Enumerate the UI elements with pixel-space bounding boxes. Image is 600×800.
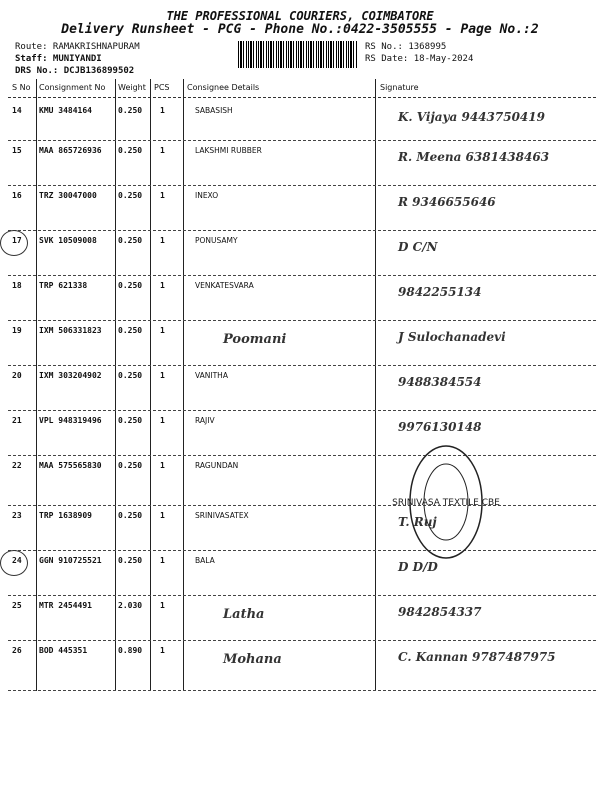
cell-consignment-no: KMU 3484164 xyxy=(39,106,92,115)
col-consignee: Consignee Details xyxy=(187,83,260,92)
cell-sno: 15 xyxy=(12,146,22,155)
cell-weight: 0.250 xyxy=(118,146,143,155)
cell-weight: 0.250 xyxy=(118,326,143,335)
cell-pcs: 1 xyxy=(160,511,165,520)
cell-consignment-no: MAA 865726936 xyxy=(39,146,102,155)
cell-consignment-no: SVK 10509008 xyxy=(39,236,97,245)
circled-serial-mark xyxy=(0,230,28,256)
table-header xyxy=(8,79,596,98)
cell-pcs: 1 xyxy=(160,461,165,470)
cell-consignment-no: TRP 621338 xyxy=(39,281,88,290)
cell-weight: 0.250 xyxy=(118,106,143,115)
company-stamp xyxy=(392,440,500,565)
handwritten-signature: R. Meena 6381438463 xyxy=(398,150,550,164)
handwritten-signature: K. Vijaya 9443750419 xyxy=(398,110,545,124)
cell-pcs: 1 xyxy=(160,371,165,380)
col-weight: Weight xyxy=(118,83,146,92)
handwritten-signature: T. Ruj xyxy=(398,515,437,529)
col-sno: S No xyxy=(12,83,31,92)
cell-weight: 0.890 xyxy=(118,646,143,655)
table-row xyxy=(8,505,596,551)
table-row xyxy=(8,320,596,366)
route-label: Route: RAMAKRISHNAPURAM xyxy=(15,42,140,52)
cell-weight: 2.030 xyxy=(118,601,143,610)
cell-sno: 18 xyxy=(12,281,22,290)
table-row xyxy=(8,365,596,411)
table-row xyxy=(8,100,596,141)
cell-sno: 21 xyxy=(12,416,22,425)
cell-sno: 17 xyxy=(12,236,22,245)
cell-weight: 0.250 xyxy=(118,511,143,520)
table-row xyxy=(8,550,596,596)
cell-pcs: 1 xyxy=(160,281,165,290)
table-row xyxy=(8,455,596,506)
staff-label: Staff: MUNIYANDI xyxy=(15,54,102,64)
cell-sno: 22 xyxy=(12,461,22,470)
cell-weight: 0.250 xyxy=(118,236,143,245)
cell-weight: 0.250 xyxy=(118,461,143,470)
cell-consignment-no: IXM 506331823 xyxy=(39,326,102,335)
cell-weight: 0.250 xyxy=(118,371,143,380)
cell-pcs: 1 xyxy=(160,416,165,425)
handwritten-signature: 9842854337 xyxy=(398,605,482,619)
handwritten-signature: J Sulochanadevi xyxy=(398,330,506,344)
cell-consignment-no: TRP 1638909 xyxy=(39,511,92,520)
handwritten-signature: 9488384554 xyxy=(398,375,482,389)
barcode xyxy=(238,41,358,68)
cell-sno: 23 xyxy=(12,511,22,520)
cell-consignment-no: VPL 948319496 xyxy=(39,416,102,425)
cell-consignee: VENKATESVARA xyxy=(195,281,254,290)
circled-serial-mark xyxy=(0,550,28,576)
cell-consignee: INEXO xyxy=(195,191,219,200)
cell-consignment-no: IXM 303204902 xyxy=(39,371,102,380)
cell-pcs: 1 xyxy=(160,106,165,115)
cell-consignee: BALA xyxy=(195,556,215,565)
rs-no-label: RS No.: 1368995 xyxy=(365,42,447,52)
handwritten-signature: D C/N xyxy=(398,240,438,254)
table-row xyxy=(8,140,596,186)
cell-consignee: LAKSHMI RUBBER xyxy=(195,146,262,155)
cell-weight: 0.250 xyxy=(118,281,143,290)
runsheet-title: Delivery Runsheet - PCG - Phone No.:0422-3505555 - Page No.:2 xyxy=(61,22,539,37)
handwritten-signature: 9842255134 xyxy=(398,285,482,299)
handwritten-note: Mohana xyxy=(223,652,282,667)
table-row xyxy=(8,640,596,691)
cell-sno: 25 xyxy=(12,601,22,610)
cell-pcs: 1 xyxy=(160,556,165,565)
cell-pcs: 1 xyxy=(160,646,165,655)
cell-sno: 20 xyxy=(12,371,22,380)
cell-consignment-no: MTR 2454491 xyxy=(39,601,92,610)
handwritten-note: Latha xyxy=(223,607,265,622)
cell-consignee: RAGUNDAN xyxy=(195,461,239,470)
cell-sno: 26 xyxy=(12,646,22,655)
handwritten-signature: R 9346655646 xyxy=(398,195,496,209)
cell-pcs: 1 xyxy=(160,146,165,155)
cell-consignee: RAJIV xyxy=(195,416,215,425)
cell-weight: 0.250 xyxy=(118,416,143,425)
table-row xyxy=(8,595,596,641)
table-row xyxy=(8,275,596,321)
cell-consignee: SRINIVASATEX xyxy=(195,511,249,520)
stamp-text: SRINIVASA TEXTILE CBE xyxy=(392,498,500,508)
col-consignment: Consignment No xyxy=(39,83,106,92)
cell-consignee: PONUSAMY xyxy=(195,236,238,245)
handwritten-signature: 9976130148 xyxy=(398,420,482,434)
company-title: THE PROFESSIONAL COURIERS, COIMBATORE xyxy=(166,9,434,23)
col-signature: Signature xyxy=(380,83,419,92)
handwritten-note: Poomani xyxy=(223,332,287,347)
cell-sno: 16 xyxy=(12,191,22,200)
cell-consignee: VANITHA xyxy=(195,371,228,380)
cell-consignment-no: GGN 910725521 xyxy=(39,556,102,565)
handwritten-signature: C. Kannan 9787487975 xyxy=(398,650,556,664)
cell-pcs: 1 xyxy=(160,191,165,200)
handwritten-signature: D D/D xyxy=(398,560,438,574)
cell-consignment-no: BOD 445351 xyxy=(39,646,88,655)
cell-consignment-no: MAA 575565830 xyxy=(39,461,102,470)
col-pcs: PCS xyxy=(154,83,170,92)
cell-sno: 24 xyxy=(12,556,22,565)
cell-pcs: 1 xyxy=(160,326,165,335)
cell-weight: 0.250 xyxy=(118,191,143,200)
cell-weight: 0.250 xyxy=(118,556,143,565)
drs-label: DRS No.: DCJB136899502 xyxy=(15,66,135,76)
cell-consignment-no: TRZ 30047000 xyxy=(39,191,97,200)
table-row xyxy=(8,230,596,276)
rs-date-label: RS Date: 18-May-2024 xyxy=(365,54,474,64)
cell-pcs: 1 xyxy=(160,236,165,245)
cell-pcs: 1 xyxy=(160,601,165,610)
table-row xyxy=(8,410,596,456)
table-row xyxy=(8,185,596,231)
cell-sno: 19 xyxy=(12,326,22,335)
cell-consignee: SABASISH xyxy=(195,106,233,115)
cell-sno: 14 xyxy=(12,106,22,115)
